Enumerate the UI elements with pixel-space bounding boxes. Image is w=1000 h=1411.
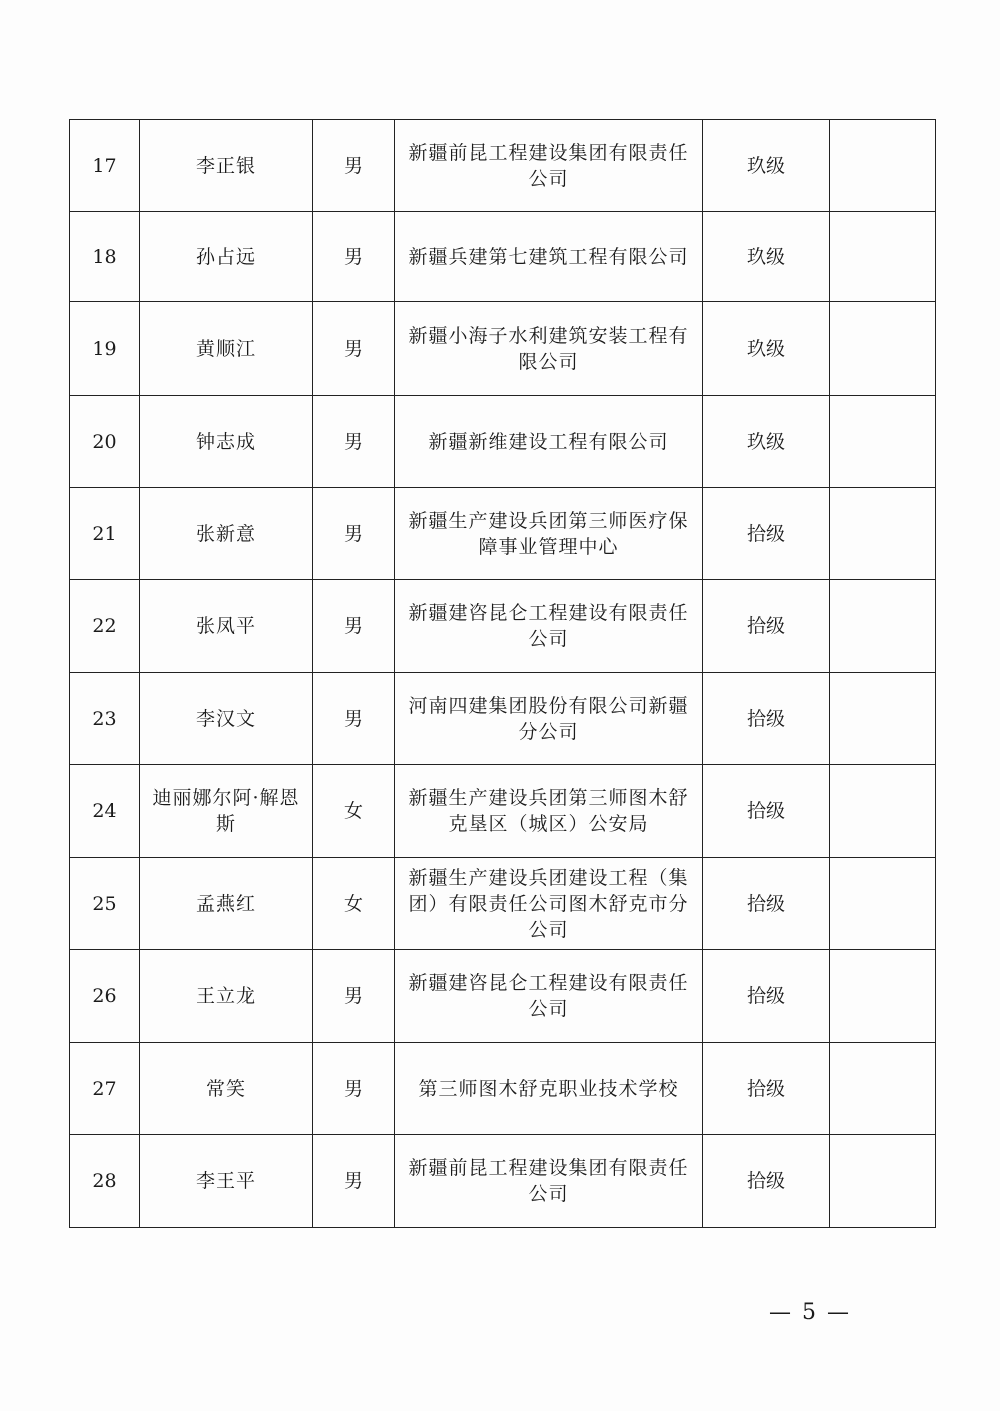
row-number-cell: 19 bbox=[70, 302, 140, 396]
level-cell: 拾级 bbox=[703, 950, 830, 1043]
name-cell: 李王平 bbox=[140, 1135, 313, 1228]
row-number-cell: 17 bbox=[70, 120, 140, 212]
note-cell bbox=[830, 120, 936, 212]
note-cell bbox=[830, 302, 936, 396]
name-cell: 李汉文 bbox=[140, 673, 313, 765]
table-row bbox=[70, 120, 936, 212]
note-cell bbox=[830, 1135, 936, 1228]
level-cell: 拾级 bbox=[703, 488, 830, 580]
table-row bbox=[70, 765, 936, 858]
gender-cell: 男 bbox=[313, 950, 395, 1043]
name-cell: 孟燕红 bbox=[140, 858, 313, 950]
level-cell: 拾级 bbox=[703, 1043, 830, 1135]
row-number-cell: 18 bbox=[70, 212, 140, 302]
table-row bbox=[70, 950, 936, 1043]
unit-cell: 新疆生产建设兵团第三师医疗保障事业管理中心 bbox=[395, 488, 703, 580]
table-row bbox=[70, 488, 936, 580]
note-cell bbox=[830, 858, 936, 950]
unit-cell: 新疆建咨昆仑工程建设有限责任公司 bbox=[395, 950, 703, 1043]
unit-cell: 河南四建集团股份有限公司新疆分公司 bbox=[395, 673, 703, 765]
level-cell: 拾级 bbox=[703, 580, 830, 673]
gender-cell: 男 bbox=[313, 396, 395, 488]
roster-table-body bbox=[70, 120, 936, 1228]
unit-cell: 新疆小海子水利建筑安装工程有限公司 bbox=[395, 302, 703, 396]
table-row bbox=[70, 673, 936, 765]
name-cell: 王立龙 bbox=[140, 950, 313, 1043]
unit-cell: 新疆建咨昆仑工程建设有限责任公司 bbox=[395, 580, 703, 673]
level-cell: 拾级 bbox=[703, 765, 830, 858]
level-cell: 拾级 bbox=[703, 673, 830, 765]
note-cell bbox=[830, 950, 936, 1043]
level-cell: 玖级 bbox=[703, 212, 830, 302]
gender-cell: 男 bbox=[313, 488, 395, 580]
note-cell bbox=[830, 488, 936, 580]
name-cell: 李正银 bbox=[140, 120, 313, 212]
name-cell: 孙占远 bbox=[140, 212, 313, 302]
unit-cell: 新疆生产建设兵团建设工程（集团）有限责任公司图木舒克市分公司 bbox=[395, 858, 703, 950]
gender-cell: 男 bbox=[313, 120, 395, 212]
note-cell bbox=[830, 580, 936, 673]
note-cell bbox=[830, 1043, 936, 1135]
row-number-cell: 26 bbox=[70, 950, 140, 1043]
name-cell: 迪丽娜尔阿·解恩斯 bbox=[140, 765, 313, 858]
name-cell: 钟志成 bbox=[140, 396, 313, 488]
row-number-cell: 25 bbox=[70, 858, 140, 950]
level-cell: 拾级 bbox=[703, 1135, 830, 1228]
note-cell bbox=[830, 212, 936, 302]
name-cell: 张新意 bbox=[140, 488, 313, 580]
level-cell: 拾级 bbox=[703, 858, 830, 950]
roster-table bbox=[69, 119, 936, 1228]
level-cell: 玖级 bbox=[703, 120, 830, 212]
unit-cell: 新疆生产建设兵团第三师图木舒克垦区（城区）公安局 bbox=[395, 765, 703, 858]
gender-cell: 男 bbox=[313, 1135, 395, 1228]
gender-cell: 男 bbox=[313, 302, 395, 396]
row-number-cell: 24 bbox=[70, 765, 140, 858]
row-number-cell: 23 bbox=[70, 673, 140, 765]
table-row bbox=[70, 858, 936, 950]
level-cell: 玖级 bbox=[703, 302, 830, 396]
gender-cell: 女 bbox=[313, 858, 395, 950]
table-row bbox=[70, 580, 936, 673]
unit-cell: 第三师图木舒克职业技术学校 bbox=[395, 1043, 703, 1135]
name-cell: 常笑 bbox=[140, 1043, 313, 1135]
name-cell: 黄顺江 bbox=[140, 302, 313, 396]
row-number-cell: 20 bbox=[70, 396, 140, 488]
unit-cell: 新疆兵建第七建筑工程有限公司 bbox=[395, 212, 703, 302]
row-number-cell: 22 bbox=[70, 580, 140, 673]
page-number: — 5 — bbox=[769, 1300, 851, 1325]
row-number-cell: 21 bbox=[70, 488, 140, 580]
unit-cell: 新疆新维建设工程有限公司 bbox=[395, 396, 703, 488]
level-cell: 玖级 bbox=[703, 396, 830, 488]
gender-cell: 男 bbox=[313, 673, 395, 765]
row-number-cell: 28 bbox=[70, 1135, 140, 1228]
name-cell: 张凤平 bbox=[140, 580, 313, 673]
table-row bbox=[70, 212, 936, 302]
note-cell bbox=[830, 396, 936, 488]
gender-cell: 男 bbox=[313, 1043, 395, 1135]
note-cell bbox=[830, 673, 936, 765]
gender-cell: 男 bbox=[313, 212, 395, 302]
row-number-cell: 27 bbox=[70, 1043, 140, 1135]
table-row bbox=[70, 1043, 936, 1135]
note-cell bbox=[830, 765, 936, 858]
gender-cell: 女 bbox=[313, 765, 395, 858]
unit-cell: 新疆前昆工程建设集团有限责任公司 bbox=[395, 120, 703, 212]
table-row bbox=[70, 302, 936, 396]
table-row bbox=[70, 396, 936, 488]
table-row bbox=[70, 1135, 936, 1228]
gender-cell: 男 bbox=[313, 580, 395, 673]
unit-cell: 新疆前昆工程建设集团有限责任公司 bbox=[395, 1135, 703, 1228]
